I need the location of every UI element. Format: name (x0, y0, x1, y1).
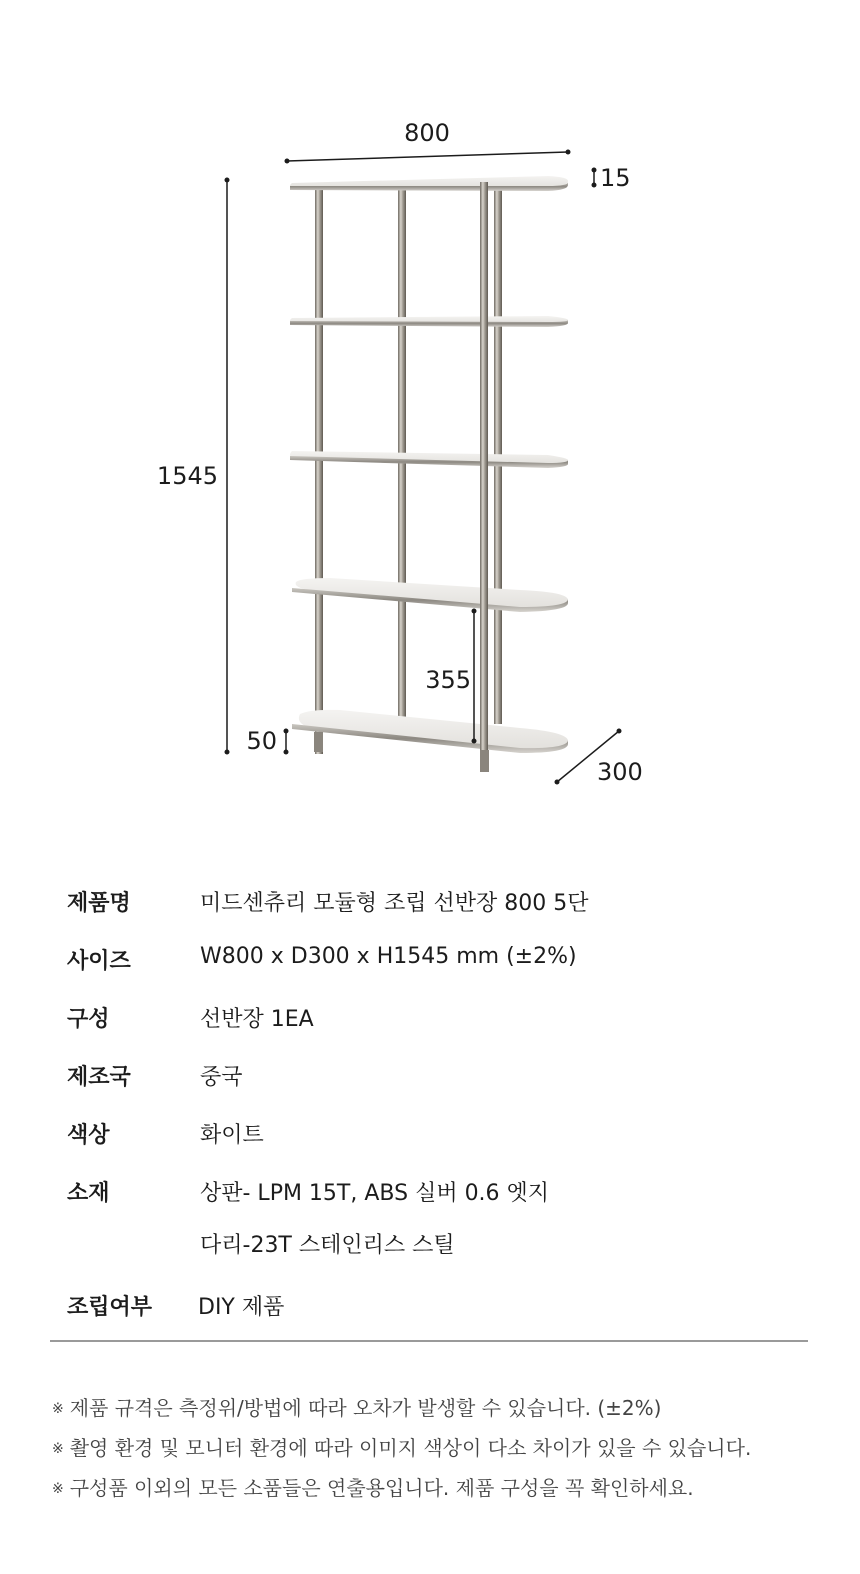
shelf-3 (290, 451, 568, 468)
shelf-gap-label: 355 (425, 666, 471, 694)
width-dimension (285, 150, 571, 164)
spec-label: 제품명 (67, 891, 131, 916)
back-middle-pole (398, 184, 406, 719)
shelf-2 (290, 316, 568, 327)
thickness-label: 15 (600, 164, 631, 192)
thickness-dimension (592, 168, 597, 188)
spec-label: 구성 (67, 1007, 110, 1032)
note-mark: ※ (52, 1481, 64, 1497)
height-dimension (225, 178, 230, 755)
front-left-foot (314, 732, 323, 752)
back-right-pole (494, 184, 502, 724)
width-label: 800 (404, 119, 450, 147)
spec-value: 화이트 (200, 1123, 264, 1148)
spec-label: 소재 (67, 1181, 110, 1206)
shelf-4 (292, 578, 568, 612)
note-text: 촬영 환경 및 모니터 환경에 따라 이미지 색상이 다소 차이가 있을 수 있습니다. (69, 1436, 752, 1460)
height-label: 1545 (156, 462, 218, 490)
spec-value: 다리-23T 스테인리스 스틸 (200, 1233, 455, 1258)
divider (50, 1340, 808, 1342)
depth-label: 300 (597, 758, 643, 786)
spec-value: 상판- LPM 15T, ABS 실버 0.6 엣지 (200, 1181, 550, 1206)
note-text: 구성품 이외의 모든 소품들은 연출용입니다. 제품 구성을 꼭 확인하세요. (69, 1476, 694, 1500)
foot-dimension (284, 729, 289, 755)
spec-value: 미드센츄리 모듈형 조립 선반장 800 5단 (200, 891, 589, 916)
spec-value: 선반장 1EA (200, 1007, 314, 1032)
foot-label: 50 (246, 727, 277, 755)
note-item (52, 1392, 661, 1421)
shelf-top (290, 176, 568, 191)
spec-label: 색상 (67, 1123, 110, 1148)
shelf-bottom (292, 710, 568, 753)
spec-value: DIY 제품 (198, 1295, 285, 1320)
spec-value: 중국 (200, 1065, 243, 1090)
front-left-pole (480, 182, 488, 772)
spec-label: 조립여부 (67, 1295, 153, 1320)
note-mark: ※ (52, 1401, 64, 1417)
note-item (52, 1432, 751, 1461)
note-mark: ※ (52, 1441, 64, 1457)
spec-label: 사이즈 (67, 949, 131, 974)
spec-label: 제조국 (67, 1065, 131, 1090)
note-text: 제품 규격은 측정위/방법에 따라 오차가 발생할 수 있습니다. (±2%) (69, 1396, 662, 1420)
spec-value: W800 x D300 x H1545 mm (±2%) (200, 944, 577, 969)
front-right-foot (480, 750, 489, 772)
back-left-pole (315, 184, 323, 754)
note-item (52, 1472, 694, 1501)
